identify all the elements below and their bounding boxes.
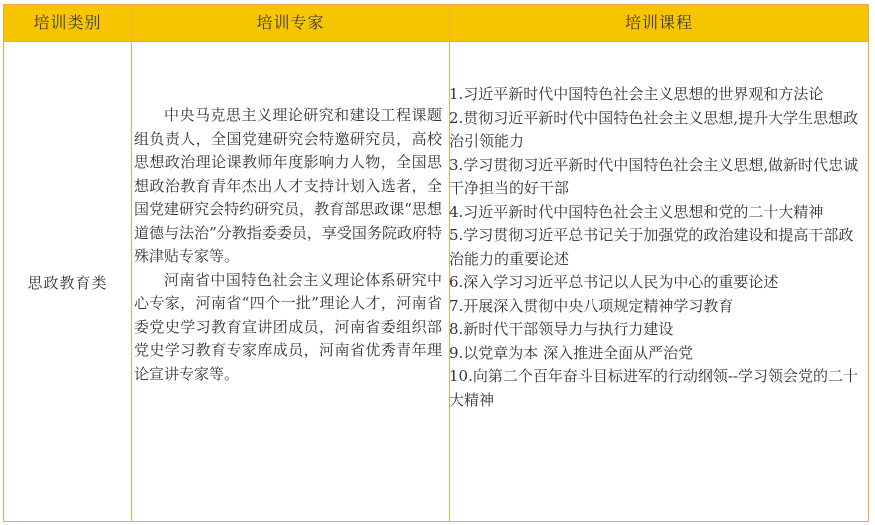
experts-cell (134, 104, 442, 386)
expert-paragraph: 河南省中国特色社会主义理论体系研究中心专家，河南省“四个一批”理论人才，河南省委党史学习教育宣讲团成员，河南省委组织部党史学习教育专家库成员，河南省优秀青年理论宣讲专家等。 (134, 270, 442, 383)
courses-list (449, 83, 865, 412)
column-divider-1 (131, 5, 132, 521)
header-experts: 培训专家 (256, 13, 325, 32)
course-item: 2.贯彻习近平新时代中国特色社会主义思想,提升大学生思想政治引领能力 (449, 108, 859, 150)
expert-paragraph: 中央马克思主义理论研究和建设工程课题组负责人，全国党建研究会特邀研究员，高校思想政治理论课教师年度影响力人物，全国思想政治教育青年杰出人才支持计划入选者，全国党建研究会特约研究员，教育部思政课“思想道德与法治”分教指委委员，享受国务院政府特殊津贴专家等。 (134, 106, 442, 265)
course-item: 1.习近平新时代中国特色社会主义思想的世界观和方法论 (449, 85, 824, 103)
course-item: 4.习近平新时代中国特色社会主义思想和党的二十大精神 (449, 202, 824, 221)
table-header (4, 5, 868, 41)
category-cell: 思政教育类 (27, 273, 108, 292)
header-category: 培训类别 (33, 13, 102, 32)
header-divider (4, 41, 868, 42)
course-item: 9.以党章为本 深入推进全面从严治党 (449, 343, 694, 362)
course-item: 8.新时代干部领导力与执行力建设 (449, 320, 674, 338)
course-item: 5.学习贯彻习近平总书记关于加强党的政治建设和提高干部政治能力的重要论述 (449, 226, 854, 268)
header-courses: 培训课程 (624, 13, 693, 32)
course-item: 3.学习贯彻习近平新时代中国特色社会主义思想,做新时代忠诚干净担当的好干部 (449, 155, 859, 197)
course-item: 10.向第二个百年奋斗目标进军的行动纲领--学习领会党的二十大精神 (449, 367, 858, 409)
course-item: 6.深入学习习近平总书记以人民为中心的重要论述 (449, 273, 779, 291)
course-item: 7.开展深入贯彻中央八项规定精神学习教育 (449, 296, 734, 315)
